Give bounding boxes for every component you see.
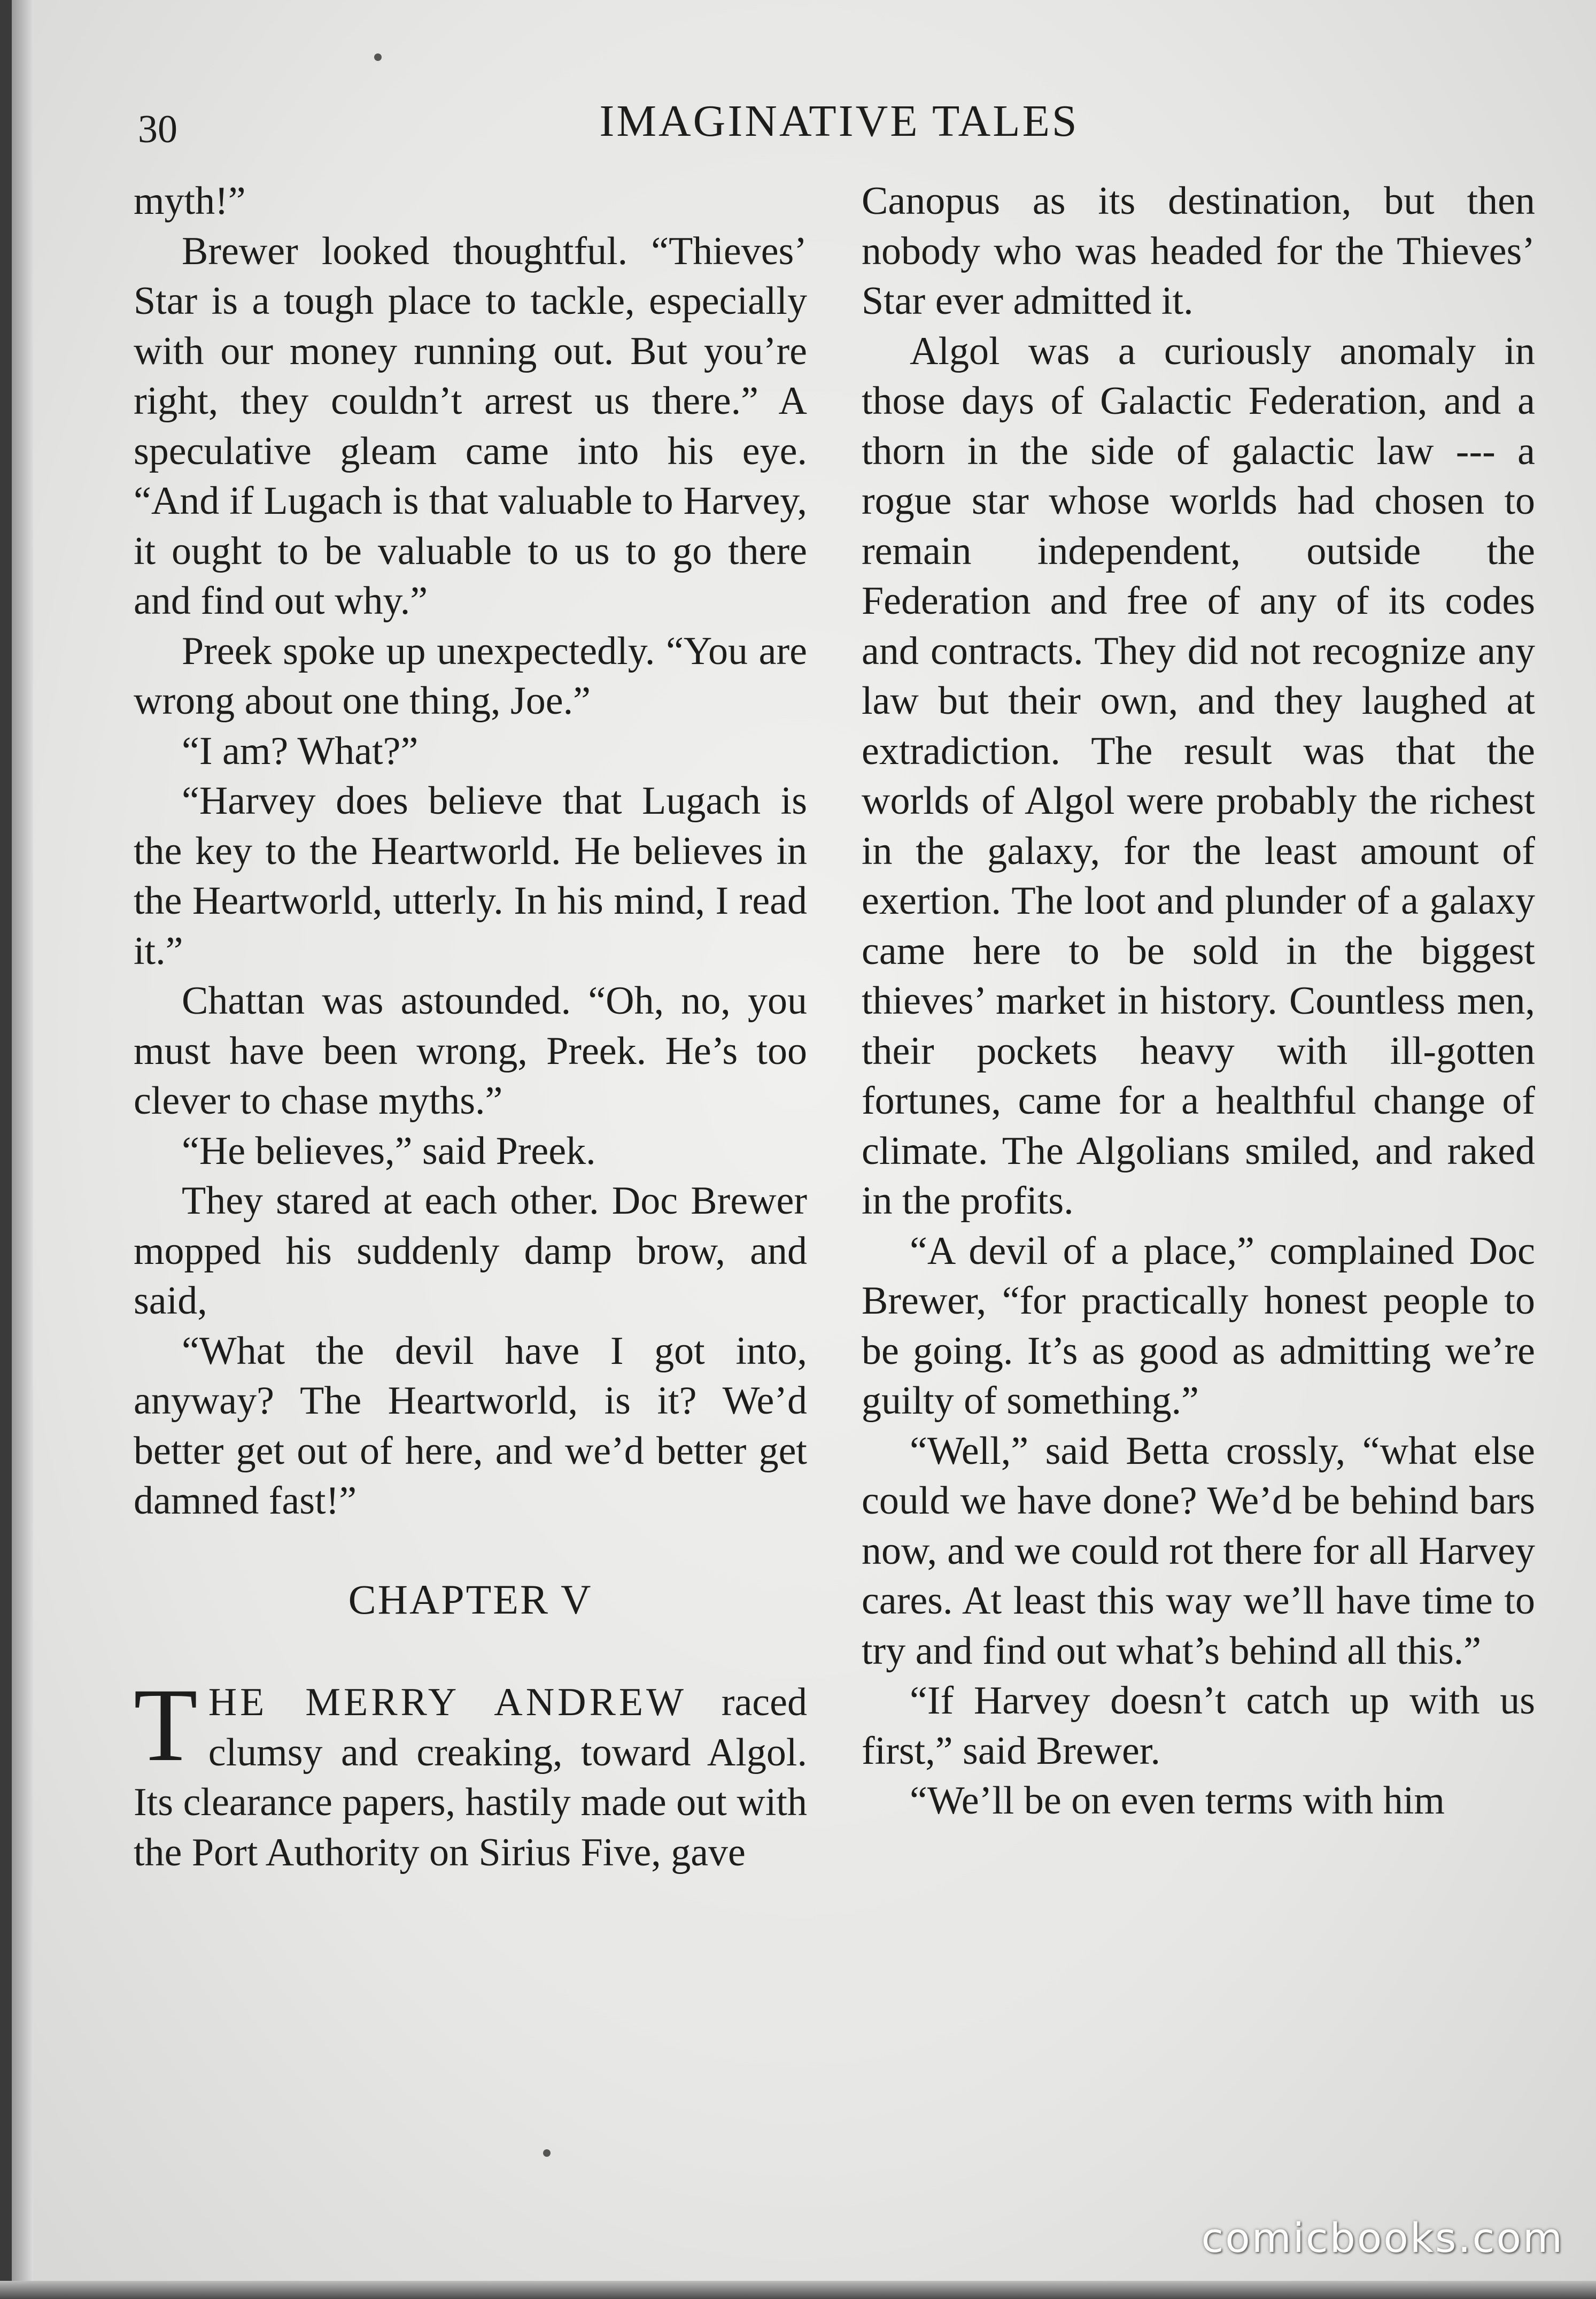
- chapter-opening-paragraph: [134, 1667, 807, 1878]
- page-edge-gradient: [12, 0, 33, 2299]
- print-speck: [374, 53, 382, 61]
- paragraph: Brewer looked thoughtful. “Thieves’ Star is a tough place to tackle, especially with our money running out. But you’re right, they couldn’t arrest us there.” A speculative gleam came into his eye. “And if Lugach is that valuable to Harvey, it ought to be valuable to us to go there and find out why.”: [134, 229, 807, 623]
- paragraph: “He believes,” said Preek.: [182, 1129, 596, 1173]
- watermark: comicbooks.com: [1201, 2214, 1564, 2262]
- running-head: IMAGINATIVE TALES: [599, 96, 1079, 146]
- page-number: 30: [138, 107, 177, 151]
- paragraph: “A devil of a place,” complained Doc Brewer, “for practically honest people to be going. It’s as good as admitting we’re guilty of something.”: [862, 1229, 1535, 1423]
- paragraph: “What the devil have I got into, anyway? The Heartworld, is it? We’d better get out of here, and we’d better get damned fast!”: [134, 1329, 807, 1523]
- paragraph: Algol was a curiously anomaly in those days of Galactic Federation, and a thorn in the side of galactic law --- a rogue star whose worlds had chosen to remain independent, outside the Federation and free of any of its codes and contracts. They did not recognize any law but their own, and they laughed at extradiction. The result was that the worlds of Algol were probably the richest in the galaxy, for the least amount of exertion. The loot and plunder of a galaxy came here to be sold in the biggest thieves’ market in history. Countless men, their pockets heavy with ill-gotten fortunes, came for a healthful change of climate. The Algolians smiled, and raked in the profits.: [862, 329, 1535, 1223]
- ship-name-smallcaps: HE MERRY ANDREW: [208, 1680, 687, 1724]
- paragraph: “I am? What?”: [182, 729, 419, 773]
- page-edge-shadow: [0, 0, 12, 2299]
- paragraph: They stared at each other. Doc Brewer mopped his suddenly damp brow, and said,: [134, 1179, 807, 1323]
- page-bottom-edge: [0, 2281, 1596, 2299]
- paragraph: “We’ll be on even terms with him: [910, 1779, 1445, 1823]
- right-column: [862, 176, 1535, 1826]
- paragraph: “Harvey does believe that Lugach is the key to the Heartworld. He believes in the Heartworld, utterly. In his mind, I read it.”: [134, 779, 807, 973]
- drop-cap: T: [134, 1667, 198, 1783]
- paragraph: “Well,” said Betta crossly, “what else could we have done? We’d be behind bars now, and we could rot there for all Harvey cares. At least this way we’ll have time to try and find out what’s behind all this.”: [862, 1429, 1535, 1673]
- print-speck: [543, 2149, 551, 2157]
- paragraph: Preek spoke up unexpectedly. “You are wrong about one thing, Joe.”: [134, 629, 807, 723]
- chapter-opening-text: raced clumsy and creaking, toward Algol. Its clearance papers, hastily made out with the Port Authority on Sirius Five, gave: [134, 1680, 807, 1874]
- paragraph: Chattan was astounded. “Oh, no, you must have been wrong, Preek. He’s too clever to chase myths.”: [134, 979, 807, 1123]
- left-column: [134, 176, 807, 1878]
- chapter-heading: CHAPTER V: [348, 1576, 593, 1623]
- paragraph: “If Harvey doesn’t catch up with us first,” said Brewer.: [862, 1679, 1535, 1773]
- paragraph: myth!”: [134, 179, 246, 223]
- paragraph: Canopus as its destination, but then nobody who was headed for the Thieves’ Star ever admitted it.: [862, 179, 1535, 323]
